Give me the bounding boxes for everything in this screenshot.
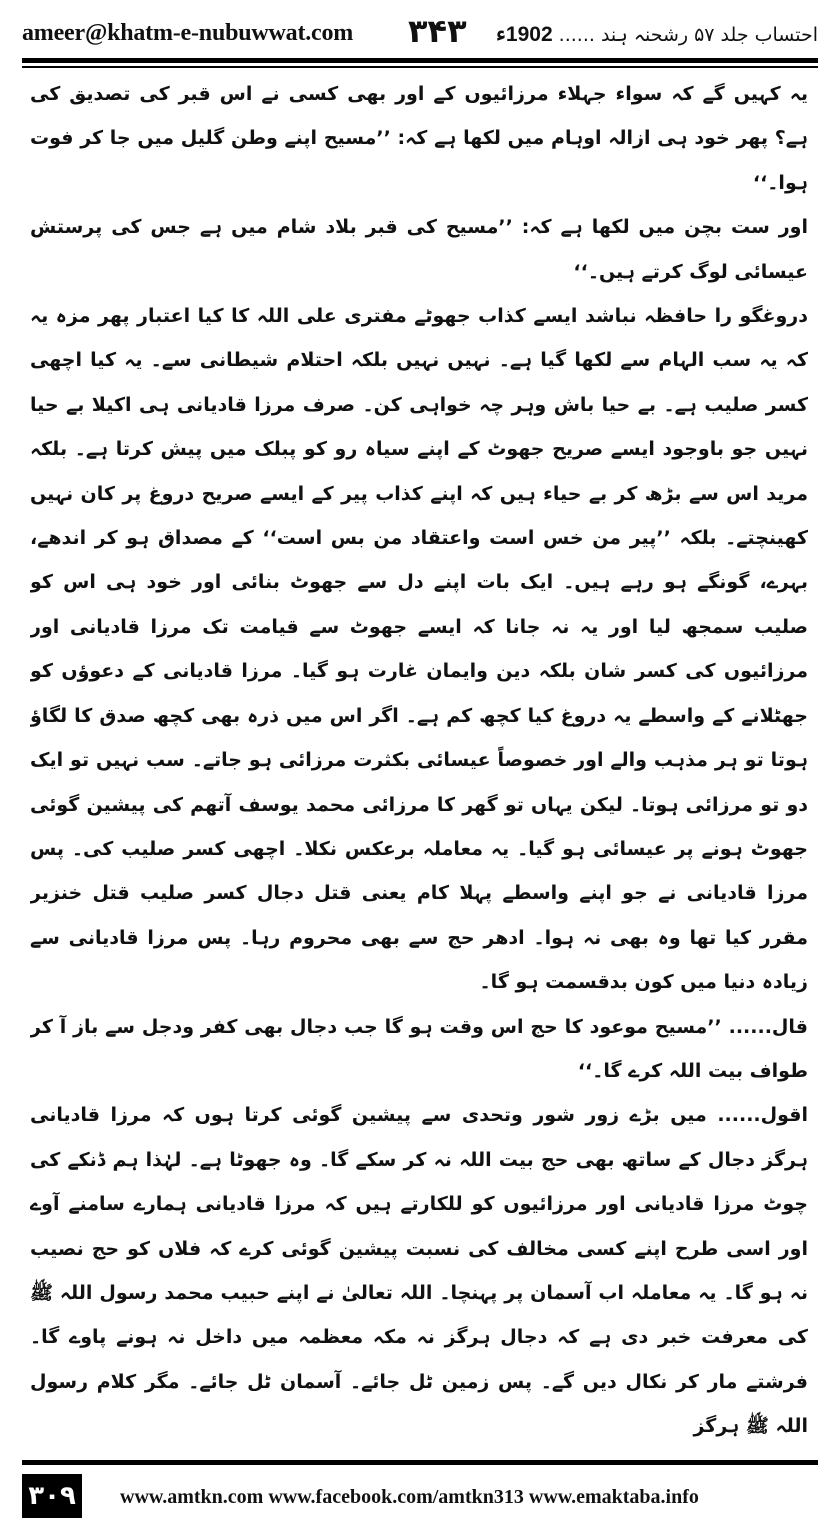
header-rule-thin [22,66,818,68]
page-header [22,12,818,56]
header-year: 1902ء [496,23,553,46]
paragraph-1: یہ کہیں گے کہ سواء جہلاء مرزائیوں کے اور بھی کسی نے اس قبر کی تصدیق کی ہے؟ پھر خود ہی ازالہ اوہام میں لکھا ہے کہ: ’’مسیح اپنے وطن گلیل میں جا کر فوت ہوا۔‘‘ [30,83,808,194]
aqool-text: میں بڑے زور شور وتحدی سے پیشین گوئی کرتا ہوں کہ مرزا قادیانی ہرگز دجال کے ساتھ بھی حج بیت اللہ نہ کر سکے گا۔ وہ جھوٹا ہے۔ لہٰذا ہم ڈنکے کی چوٹ مرزا قادیانی اور مرزائیوں کو للکارتے ہیں کہ مرزا قادیانی ہمارے سامنے آوے اور اسی طرح اپنے کسی مخالف کی نسبت پیشین گوئی کرے کہ فلاں کو حج نصیب نہ ہو گا۔ یہ معاملہ اب آسمان پر پہنچا۔ اللہ تعالیٰ نے اپنے حبیب محمد رسول اللہ ﷺ کی معرفت خبر دی ہے کہ دجال ہرگز نہ مکہ معظمہ میں داخل نہ ہونے پاوے گا۔ فرشتے مار کر نکال دیں گے۔ پس زمین ٹل جائے۔ آسمان ٹل جائے۔ مگر کلام رسول اللہ ﷺ ہرگز [30,1104,808,1438]
header-book-title: احتساب جلد ۵۷ رشحنہ ہند ...... [558,24,818,46]
header-book-info [496,22,818,47]
aqool-label: اقول...... [717,1104,808,1127]
page-number: ۳۰۹ [22,1474,82,1518]
header-volume-page-number: ۳۴۳ [408,12,467,50]
footer-links: www.amtkn.com www.facebook.com/amtkn313 www.emaktaba.info [120,1486,699,1508]
header-rule-thick [22,58,818,63]
aqool-paragraph [30,1093,808,1448]
qaal-text: ’’مسیح موعود کا حج اس وقت ہو گا جب دجال بھی کفر ودجل سے باز آ کر طواف بیت اللہ کرے گا۔‘‘ [30,1015,808,1082]
footer-rule [22,1460,818,1465]
paragraph-2: اور ست بچن میں لکھا ہے کہ: ’’مسیح کی قبر بلاد شام میں ہے جس کی پرستش عیسائی لوگ کرتے ہیں۔‘‘ [30,216,808,283]
body-text [30,72,808,1452]
paragraph-3: دروغگو را حافظہ نباشد ایسے کذاب جھوٹے مفتری علی اللہ کا کیا اعتبار پھر مزہ یہ کہ یہ سب الہام سے لکھا گیا ہے۔ نہیں نہیں بلکہ احتلام شیطانی سے۔ یہ کیا اچھی کسر صلیب ہے۔ بے حیا باش وہر چہ خواہی کن۔ صرف مرزا قادیانی ہی اکیلا بے حیا نہیں جو باوجود ایسے صریح جھوٹ کے اپنے سیاہ رو کو پبلک میں پیش کرتا ہے۔ بلکہ مرید اس سے بڑھ کر بے حیاء ہیں کہ اپنے کذاب پیر کے ایسے صریح دروغ پر کان نہیں کھینچتے۔ بلکہ ’’پیر من خس است واعتقاد من بس است‘‘ کے مصداق ہو کر اندھے، بہرے، گونگے ہو رہے ہیں۔ ایک بات اپنے دل سے جھوٹ بنائی اور خود ہی اس کو صلیب سمجھ لیا اور یہ نہ جانا کہ ایسے جھوٹ سے قیامت تک مرزا قادیانی اور مرزائیوں کی کسر شان بلکہ دین وایمان غارت ہو گیا۔ مرزا قادیانی کے دعوؤں کو جھٹلانے کے واسطے یہ دروغ کیا کچھ کم ہے۔ اگر اس میں ذرہ بھی کچھ صدق کا لگاؤ ہوتا تو ہر مذہب والے اور خصوصاً عیسائی بکثرت مرزائی ہو جاتے۔ سب نہیں تو ایک دو تو مرزائی ہوتا۔ لیکن یہاں تو گھر کا مرزائی محمد یوسف آتھم کی پیشین گوئی جھوٹ ہونے پر عیسائی ہو گیا۔ یہ معاملہ برعکس نکلا۔ اچھی کسر صلیب کی۔ پس مرزا قادیانی نے جو اپنے واسطے پہلا کام یعنی قتل دجال کسر صلیب قتل خنزیر مقرر کیا تھا وہ بھی نہ ہوا۔ ادھر حج سے بھی محروم رہا۔ پس مرزا قادیانی سے زیادہ دنیا میں کون بدقسمت ہو گا۔ [30,305,808,994]
qaal-paragraph [30,1005,808,1094]
qaal-label: قال...... [728,1015,808,1038]
header-email: ameer@khatm-e-nubuwwat.com [22,20,354,46]
